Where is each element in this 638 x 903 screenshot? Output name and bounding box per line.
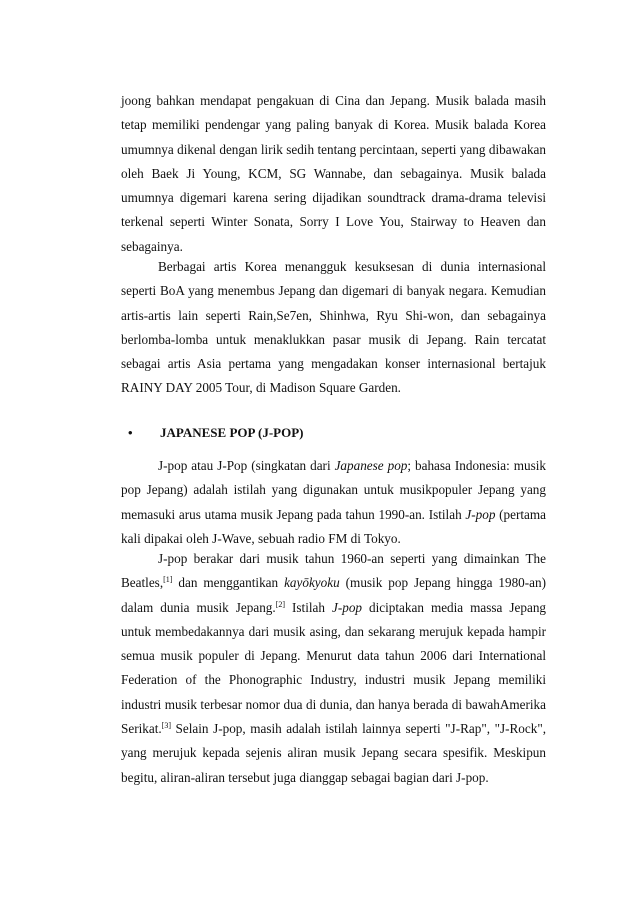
text-run: dan menggantikan — [172, 575, 285, 591]
heading-text: JAPANESE POP (J-POP) — [160, 425, 304, 440]
section-heading-jpop — [128, 424, 303, 442]
bullet-icon: • — [128, 425, 133, 440]
italic-term: Japanese pop — [334, 458, 408, 473]
italic-term: J-pop — [465, 506, 496, 522]
footnote-ref: [1] — [163, 575, 173, 585]
text-run: Istilah — [285, 599, 332, 615]
italic-term: J-pop — [331, 599, 363, 615]
text-run: diciptakan media massa Jepang untuk membedakannya dari musik asing, dan sekarang merujuk kepada hampir semua musik populer di Jepang. Menurut data tahun 2006 dari International Federation of the Phonographic Industry, industri musik Jepang memiliki industri musik terbesar nomor dua di dunia, dan hanya berada di bawahAmerika Serikat. — [121, 599, 547, 737]
text-run: (pertama kali dipakai oleh J-Wave, sebuah radio FM di Tokyo. — [121, 506, 546, 546]
text-run: J-pop atau J-Pop (singkatan dari — [158, 458, 335, 473]
footnote-ref: [3] — [161, 721, 171, 731]
paragraph-artis-korea: Berbagai artis Korea menangguk kesuksesan di dunia internasional seperti BoA yang menembus Jepang dan digemari di banyak negara. Kemudian artis-artis lain seperti Rain,Se7en, Shinhwa, Ryu Shi-won, dan sebagainya berlomba-lomba untuk menaklukkan pasar musik di Jepang. Rain tercatat sebagai artis Asia pertama yang mengadakan konser internasional bertajuk RAINY DAY 2005 Tour, di Madison Square Garden. — [121, 259, 546, 396]
text-run: J-pop berakar dari musik tahun 1960-an seperti yang dimainkan The Beatles, — [121, 551, 546, 591]
paragraph-balada: joong bahkan mendapat pengakuan di Cina dan Jepang. Musik balada masih tetap memiliki pendengar yang paling banyak di Korea. Musik balada Korea umumnya dikenal dengan lirik sedih tentang percintaan, seperti yang dibawakan oleh Baek Ji Young, KCM, SG Wannabe, dan sebagainya. Musik balada umumnya digemari karena sering dijadikan soundtrack drama-drama televisi terkenal seperti Winter Sonata, Sorry I Love You, Stairway to Heaven dan sebagainya. — [121, 93, 546, 254]
text-run: (musik pop Jepang hingga 1980-an) dalam dunia musik Jepang. — [121, 575, 547, 615]
italic-term: kayōkyoku — [284, 575, 340, 591]
text-run: Selain J-pop, masih adalah istilah lainnya seperti "J-Rap", "J-Rock", yang merujuk kepada sejenis aliran musik Jepang secara spesifik. Meskipun begitu, aliran-aliran tersebut juga dianggap sebagai bagian dari J-pop. — [121, 721, 546, 785]
paragraph-jpop-definition — [121, 454, 546, 551]
footnote-ref: [2] — [275, 599, 286, 609]
paragraph-jpop-history — [121, 547, 546, 790]
text-run: ; bahasa Indonesia: musik pop Jepang) adalah istilah yang digunakan untuk musikpopuler Jepang yang memasuki arus utama musik Jepang pada tahun 1990-an. Istilah — [121, 458, 546, 522]
